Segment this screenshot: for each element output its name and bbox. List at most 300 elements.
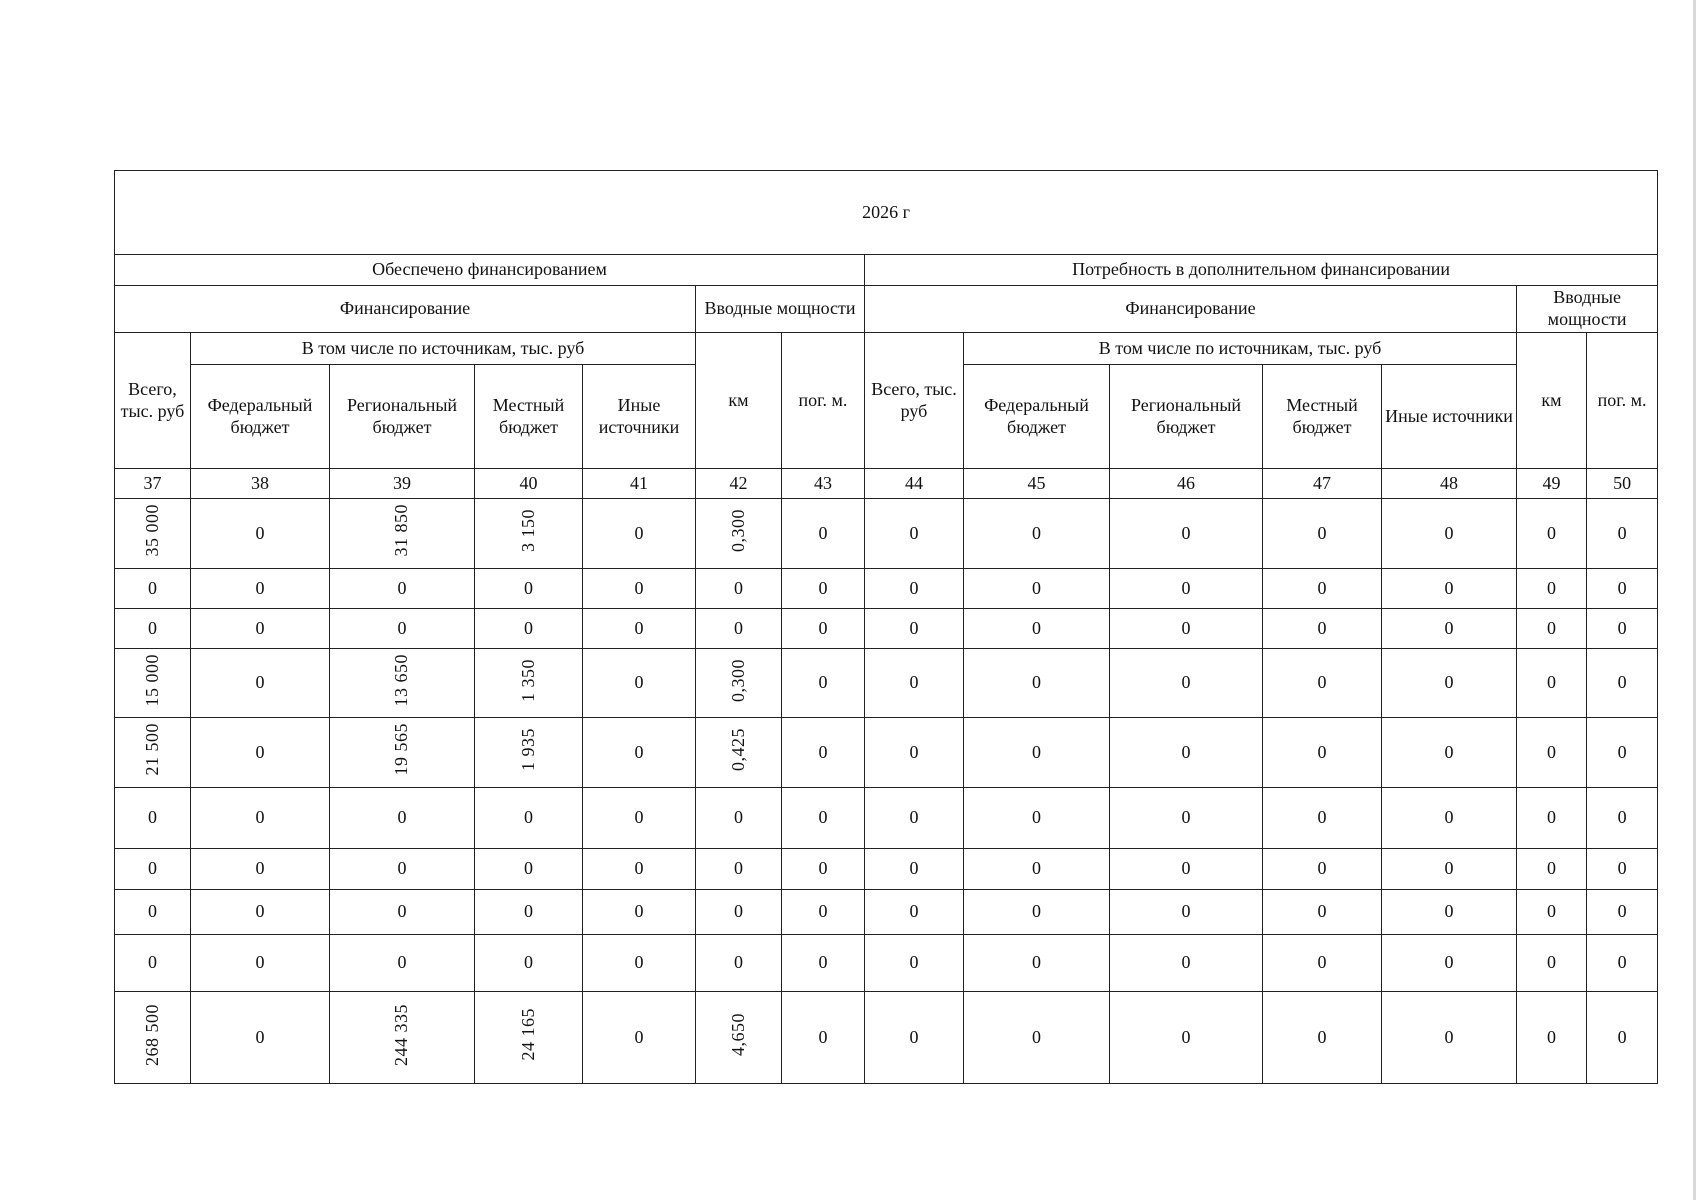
- cell-value: 0: [148, 858, 157, 879]
- subgroup-financing-right: Финансирование: [865, 286, 1517, 333]
- cell-value: 0: [1032, 858, 1041, 879]
- table-cell: [1587, 609, 1658, 649]
- col-number: 45: [964, 469, 1110, 499]
- cell-value: 1 350: [517, 658, 538, 702]
- cell-value: 0: [255, 672, 265, 693]
- cell-value: 0: [397, 858, 407, 879]
- table-cell: [583, 718, 696, 788]
- cell-value: 0: [1032, 577, 1041, 598]
- cell-value: 0: [634, 522, 644, 543]
- table-cell: [115, 890, 191, 935]
- table-cell: [1263, 849, 1382, 890]
- cell-value: 0: [634, 952, 644, 973]
- table-cell: [1587, 890, 1658, 935]
- cell-value: 0: [909, 807, 919, 828]
- table-cell: [964, 992, 1110, 1084]
- cell-value: 0: [255, 522, 265, 543]
- cell-value: 0: [1317, 672, 1327, 693]
- table-cell: [964, 649, 1110, 718]
- table-cell: [583, 609, 696, 649]
- table-cell: [1587, 935, 1658, 992]
- table-cell: [1587, 499, 1658, 569]
- table-cell: [475, 788, 583, 849]
- table-row: [115, 569, 1658, 609]
- group-needed: Потребность в дополнительном финансировании: [865, 255, 1658, 286]
- table-cell: [330, 718, 475, 788]
- table-cell: [964, 499, 1110, 569]
- cell-value: 0: [148, 617, 157, 638]
- cell-value: 0: [1617, 617, 1627, 638]
- table-cell: [583, 788, 696, 849]
- table-cell: [1263, 992, 1382, 1084]
- table-cell: [330, 992, 475, 1084]
- table-cell: [696, 499, 782, 569]
- table-cell: [115, 499, 191, 569]
- table-cell: [1263, 609, 1382, 649]
- table-cell: [696, 890, 782, 935]
- table-cell: [782, 649, 865, 718]
- cell-value: 0: [524, 577, 533, 598]
- subgroup-capacity-right: Вводные мощности: [1517, 286, 1658, 333]
- cell-value: 0: [1032, 901, 1041, 922]
- table-row: [115, 935, 1658, 992]
- cell-value: 0: [1317, 617, 1327, 638]
- col-total-right: Всего, тыс. руб: [865, 333, 964, 469]
- table-cell: [964, 788, 1110, 849]
- cell-value: 0: [1181, 522, 1191, 543]
- cell-value: 0: [909, 617, 919, 638]
- table-cell: [696, 609, 782, 649]
- cell-value: 0: [1547, 952, 1556, 973]
- cell-value: 0: [1617, 577, 1627, 598]
- table-cell: [1517, 890, 1587, 935]
- col-pog-m-left: пог. м.: [782, 333, 865, 469]
- table-cell: [1110, 718, 1263, 788]
- subgroup-capacity-left: Вводные мощности: [696, 286, 865, 333]
- table-row: [115, 499, 1658, 569]
- table-cell: [191, 718, 330, 788]
- cell-value: 0: [255, 617, 265, 638]
- table-cell: [696, 788, 782, 849]
- cell-value: 0: [734, 952, 743, 973]
- group-secured: Обеспечено финансированием: [115, 255, 865, 286]
- table-cell: [191, 499, 330, 569]
- col-km-left: км: [696, 333, 782, 469]
- cell-value: 0: [1547, 617, 1556, 638]
- table-cell: [782, 890, 865, 935]
- table-cell: [583, 935, 696, 992]
- table-cell: [782, 569, 865, 609]
- cell-value: 0: [818, 952, 828, 973]
- table-cell: [115, 609, 191, 649]
- table-cell: [782, 992, 865, 1084]
- col-federal-right: Федеральный бюджет: [964, 365, 1110, 469]
- cell-value: 19 565: [391, 723, 412, 776]
- table-cell: [865, 788, 964, 849]
- cell-value: 3 150: [517, 509, 538, 553]
- table-cell: [696, 849, 782, 890]
- cell-value: 0: [1181, 617, 1191, 638]
- table-cell: [1517, 935, 1587, 992]
- cell-value: 0: [1547, 672, 1556, 693]
- cell-value: 24 165: [517, 1008, 538, 1061]
- cell-value: 0: [634, 1026, 644, 1047]
- cell-value: 21 500: [141, 723, 162, 776]
- table-cell: [1263, 718, 1382, 788]
- table-cell: [865, 499, 964, 569]
- cell-value: 0: [734, 617, 743, 638]
- table-cell: [865, 718, 964, 788]
- col-number: 39: [330, 469, 475, 499]
- cell-value: 0: [397, 952, 407, 973]
- cell-value: 0: [909, 952, 919, 973]
- table-cell: [475, 609, 583, 649]
- cell-value: 0: [255, 1026, 265, 1047]
- cell-value: 0: [148, 577, 157, 598]
- cell-value: 0: [1444, 807, 1454, 828]
- col-number: 40: [475, 469, 583, 499]
- cell-value: 0: [634, 617, 644, 638]
- table-cell: [964, 609, 1110, 649]
- col-local-left: Местный бюджет: [475, 365, 583, 469]
- table-cell: [1382, 569, 1517, 609]
- cell-value: 0,300: [727, 658, 748, 702]
- table-cell: [865, 849, 964, 890]
- cell-value: 1 935: [517, 728, 538, 772]
- cell-value: 0: [397, 577, 407, 598]
- table-cell: [1110, 992, 1263, 1084]
- table-cell: [475, 718, 583, 788]
- table-cell: [191, 935, 330, 992]
- cell-value: 268 500: [141, 1003, 162, 1066]
- col-pog-m-right: пог. м.: [1587, 333, 1658, 469]
- table-cell: [1517, 992, 1587, 1084]
- table-cell: [583, 569, 696, 609]
- cell-value: 31 850: [391, 504, 412, 557]
- cell-value: 0: [1032, 617, 1041, 638]
- table-cell: [1263, 569, 1382, 609]
- col-federal-left: Федеральный бюджет: [191, 365, 330, 469]
- cell-value: 0: [524, 952, 533, 973]
- table-cell: [191, 849, 330, 890]
- table-cell: [1587, 718, 1658, 788]
- table-cell: [1382, 499, 1517, 569]
- cell-value: 0: [818, 672, 828, 693]
- table-cell: [1110, 569, 1263, 609]
- col-number: 43: [782, 469, 865, 499]
- table-cell: [865, 609, 964, 649]
- cell-value: 0: [397, 807, 407, 828]
- cell-value: 0: [1444, 741, 1454, 762]
- col-other-right: Иные источники: [1382, 365, 1517, 469]
- table-cell: [1517, 609, 1587, 649]
- table-row: [115, 788, 1658, 849]
- cell-value: 0: [818, 1026, 828, 1047]
- col-number: 38: [191, 469, 330, 499]
- cell-value: 0: [909, 901, 919, 922]
- cell-value: 0: [255, 858, 265, 879]
- cell-value: 0: [1444, 672, 1454, 693]
- table-cell: [191, 569, 330, 609]
- cell-value: 0: [1181, 952, 1191, 973]
- col-other-left: Иные источники: [583, 365, 696, 469]
- table-cell: [782, 718, 865, 788]
- table-cell: [115, 718, 191, 788]
- table-cell: [191, 609, 330, 649]
- cell-value: 0: [1444, 522, 1454, 543]
- table-cell: [782, 499, 865, 569]
- table-cell: [330, 849, 475, 890]
- cell-value: 0: [1444, 952, 1454, 973]
- by-sources-left: В том числе по источникам, тыс. руб: [191, 333, 696, 365]
- table-row: [115, 609, 1658, 649]
- cell-value: 0: [1317, 952, 1327, 973]
- table-cell: [1517, 788, 1587, 849]
- cell-value: 0: [524, 617, 533, 638]
- cell-value: 0: [1444, 901, 1454, 922]
- cell-value: 0: [1181, 1026, 1191, 1047]
- cell-value: 0: [255, 901, 265, 922]
- table-cell: [782, 849, 865, 890]
- table-cell: [115, 569, 191, 609]
- cell-value: 0: [1181, 672, 1191, 693]
- table-cell: [330, 569, 475, 609]
- table-cell: [583, 649, 696, 718]
- col-number: 41: [583, 469, 696, 499]
- cell-value: 0: [734, 858, 743, 879]
- cell-value: 0: [397, 617, 407, 638]
- table-cell: [696, 649, 782, 718]
- col-number: 49: [1517, 469, 1587, 499]
- cell-value: 0: [634, 901, 644, 922]
- table-cell: [1263, 935, 1382, 992]
- table-cell: [1587, 788, 1658, 849]
- table-cell: [583, 849, 696, 890]
- table-cell: [1110, 609, 1263, 649]
- table-cell: [330, 935, 475, 992]
- cell-value: 0: [818, 858, 828, 879]
- cell-value: 0,300: [727, 509, 748, 553]
- cell-value: 0: [818, 901, 828, 922]
- table-cell: [330, 890, 475, 935]
- cell-value: 0: [255, 807, 265, 828]
- table-cell: [865, 935, 964, 992]
- table-cell: [1382, 849, 1517, 890]
- table-cell: [1263, 890, 1382, 935]
- table-cell: [1263, 788, 1382, 849]
- table-cell: [782, 935, 865, 992]
- cell-value: 0: [1032, 1026, 1041, 1047]
- cell-value: 0: [1444, 858, 1454, 879]
- table-cell: [475, 935, 583, 992]
- cell-value: 0: [1547, 522, 1556, 543]
- table-cell: [1517, 718, 1587, 788]
- col-local-right: Местный бюджет: [1263, 365, 1382, 469]
- table-cell: [475, 649, 583, 718]
- col-total-left: Всего, тыс. руб: [115, 333, 191, 469]
- table-cell: [1110, 649, 1263, 718]
- table-cell: [115, 992, 191, 1084]
- table-cell: [696, 935, 782, 992]
- cell-value: 0: [1547, 858, 1556, 879]
- table-row: [115, 992, 1658, 1084]
- cell-value: 0: [634, 858, 644, 879]
- col-number: 46: [1110, 469, 1263, 499]
- table-cell: [964, 569, 1110, 609]
- table-cell: [583, 890, 696, 935]
- cell-value: 0: [255, 577, 265, 598]
- table-cell: [191, 788, 330, 849]
- cell-value: 0: [818, 617, 828, 638]
- table-cell: [1110, 849, 1263, 890]
- cell-value: 0: [909, 672, 919, 693]
- cell-value: 0: [1181, 858, 1191, 879]
- table-cell: [1517, 569, 1587, 609]
- table-cell: [115, 649, 191, 718]
- table-row: [115, 649, 1658, 718]
- cell-value: 0: [1317, 1026, 1327, 1047]
- cell-value: 0: [1032, 741, 1041, 762]
- cell-value: 0: [148, 807, 157, 828]
- table-cell: [865, 890, 964, 935]
- cell-value: 0: [1617, 952, 1627, 973]
- cell-value: 0: [1181, 577, 1191, 598]
- cell-value: 0: [818, 522, 828, 543]
- table-cell: [1263, 499, 1382, 569]
- cell-value: 0: [818, 577, 828, 598]
- cell-value: 0: [1617, 741, 1627, 762]
- cell-value: 0: [1317, 901, 1327, 922]
- cell-value: 0: [734, 901, 743, 922]
- table-cell: [330, 788, 475, 849]
- table-cell: [865, 569, 964, 609]
- table-cell: [1382, 992, 1517, 1084]
- cell-value: 0: [909, 741, 919, 762]
- cell-value: 0: [1617, 1026, 1627, 1047]
- col-number: 37: [115, 469, 191, 499]
- table-cell: [475, 849, 583, 890]
- table-cell: [191, 649, 330, 718]
- table-cell: [115, 788, 191, 849]
- cell-value: 0: [148, 901, 157, 922]
- cell-value: 0: [1181, 807, 1191, 828]
- table-cell: [696, 718, 782, 788]
- table-cell: [782, 609, 865, 649]
- table-cell: [865, 649, 964, 718]
- financing-table: [114, 170, 1658, 1084]
- cell-value: 0: [1617, 522, 1627, 543]
- cell-value: 0: [734, 807, 743, 828]
- cell-value: 0: [1181, 901, 1191, 922]
- table-row: [115, 890, 1658, 935]
- col-regional-right: Региональный бюджет: [1110, 365, 1263, 469]
- cell-value: 0: [909, 522, 919, 543]
- table-cell: [1382, 935, 1517, 992]
- col-km-right: км: [1517, 333, 1587, 469]
- table-cell: [696, 569, 782, 609]
- cell-value: 0: [909, 577, 919, 598]
- table-cell: [865, 992, 964, 1084]
- table-cell: [475, 499, 583, 569]
- table-cell: [583, 992, 696, 1084]
- cell-value: 0: [1317, 522, 1327, 543]
- cell-value: 0: [1617, 807, 1627, 828]
- cell-value: 0,425: [727, 728, 748, 772]
- cell-value: 0: [634, 672, 644, 693]
- cell-value: 0: [818, 807, 828, 828]
- col-number: 44: [865, 469, 964, 499]
- cell-value: 0: [734, 577, 743, 598]
- cell-value: 244 335: [391, 1003, 412, 1066]
- table-cell: [1587, 849, 1658, 890]
- table-cell: [583, 499, 696, 569]
- cell-value: 0: [634, 577, 644, 598]
- col-regional-left: Региональный бюджет: [330, 365, 475, 469]
- subgroup-financing-left: Финансирование: [115, 286, 696, 333]
- table-cell: [964, 718, 1110, 788]
- col-number: 50: [1587, 469, 1658, 499]
- col-number: 47: [1263, 469, 1382, 499]
- cell-value: 0: [1317, 741, 1327, 762]
- cell-value: 0: [1444, 617, 1454, 638]
- by-sources-right: В том числе по источникам, тыс. руб: [964, 333, 1517, 365]
- cell-value: 0: [1617, 901, 1627, 922]
- table-cell: [1517, 499, 1587, 569]
- cell-value: 0: [1317, 577, 1327, 598]
- cell-value: 0: [1032, 522, 1041, 543]
- table-cell: [1382, 718, 1517, 788]
- cell-value: 0: [1317, 858, 1327, 879]
- table-cell: [330, 499, 475, 569]
- table-cell: [1382, 649, 1517, 718]
- cell-value: 0: [524, 901, 533, 922]
- cell-value: 0: [634, 741, 644, 762]
- table-row: [115, 718, 1658, 788]
- cell-value: 0: [397, 901, 407, 922]
- table-cell: [330, 609, 475, 649]
- table-cell: [1517, 849, 1587, 890]
- cell-value: 0: [634, 807, 644, 828]
- table-cell: [115, 849, 191, 890]
- table-row: [115, 849, 1658, 890]
- table-cell: [696, 992, 782, 1084]
- cell-value: 4,650: [727, 1013, 748, 1057]
- cell-value: 0: [1181, 741, 1191, 762]
- table-cell: [1382, 609, 1517, 649]
- table-cell: [964, 890, 1110, 935]
- cell-value: 35 000: [141, 504, 162, 557]
- table-cell: [191, 992, 330, 1084]
- cell-value: 15 000: [141, 653, 162, 707]
- table-cell: [964, 849, 1110, 890]
- table-cell: [1587, 649, 1658, 718]
- table-cell: [1110, 935, 1263, 992]
- cell-value: 0: [255, 741, 265, 762]
- col-number: 48: [1382, 469, 1517, 499]
- table-cell: [191, 890, 330, 935]
- cell-value: 0: [1444, 577, 1454, 598]
- cell-value: 0: [1617, 672, 1627, 693]
- cell-value: 0: [1547, 807, 1556, 828]
- table-cell: [1587, 569, 1658, 609]
- table-cell: [475, 992, 583, 1084]
- cell-value: 0: [1547, 901, 1556, 922]
- cell-value: 0: [909, 1026, 919, 1047]
- table-cell: [1382, 788, 1517, 849]
- table-cell: [1110, 788, 1263, 849]
- table-cell: [1110, 499, 1263, 569]
- cell-value: 0: [1032, 807, 1041, 828]
